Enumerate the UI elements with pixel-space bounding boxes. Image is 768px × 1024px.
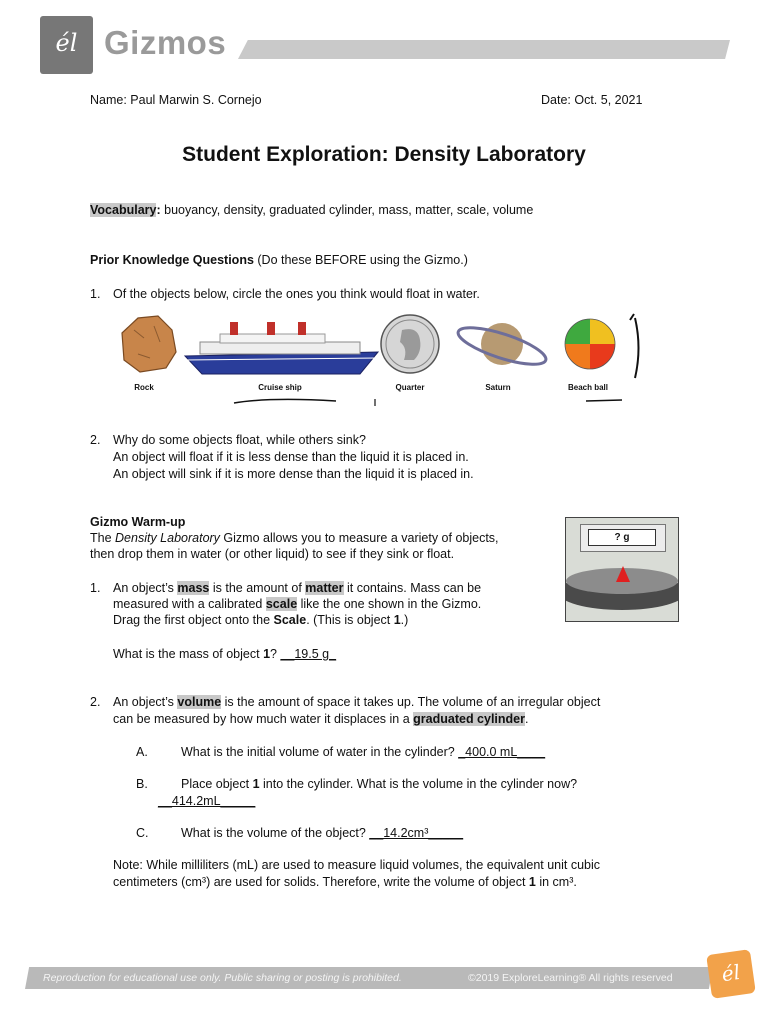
objects-illustration <box>110 308 650 408</box>
note2-one: 1 <box>528 875 536 889</box>
q2-l2-a: can be measured by how much water it displaces in a <box>113 712 414 726</box>
mass-answer: __19.5 g_ <box>280 647 337 661</box>
q2c-letter: C. <box>136 826 149 840</box>
caption-quarter: Quarter <box>395 383 425 392</box>
hand-circle-marks <box>230 395 650 409</box>
saturn-image <box>455 320 550 371</box>
caption-saturn: Saturn <box>485 383 511 392</box>
footer-logo-glyph: él <box>720 959 742 987</box>
q2-l1-a: An object’s <box>113 695 178 709</box>
footer-disclaimer: Reproduction for educational use only. Public sharing or posting is prohibited. <box>43 972 402 984</box>
q2-l2-b: . <box>525 712 529 726</box>
warmup-q2-line-1 <box>113 695 600 709</box>
note-line-2 <box>113 875 577 889</box>
note2-b: in cm³. <box>535 875 577 889</box>
vocabulary-list: buoyancy, density, graduated cylinder, mass, matter, scale, volume <box>160 203 534 217</box>
q2a-question: What is the initial volume of water in the cylinder? <box>181 745 459 759</box>
q2-l1-b: is the amount of space it takes up. The volume of an irregular object <box>221 695 601 709</box>
note-line-1: Note: While milliliters (mL) are used to measure liquid volumes, the equivalent unit cubic <box>113 858 601 872</box>
warmup-q2-num: 2. <box>90 695 101 709</box>
warmup-q1-ask <box>113 647 336 661</box>
q1-l1-c: it contains. Mass can be <box>343 581 482 595</box>
date: Date: Oct. 5, 2021 <box>541 93 643 107</box>
prior-heading-text: Prior Knowledge Questions <box>90 253 254 267</box>
object-volume-answer: __14.2cm³_____ <box>369 826 464 840</box>
header-bar <box>238 40 730 59</box>
prior-heading-note: (Do these BEFORE using the Gizmo.) <box>253 253 468 267</box>
scale-image <box>565 517 679 622</box>
hand-circle-mark <box>630 314 639 378</box>
explorelearning-logo-icon <box>706 949 756 999</box>
warmup-intro-1 <box>90 531 499 545</box>
brand-name: Gizmos <box>104 24 227 61</box>
term-matter: matter <box>305 581 344 595</box>
warmup-intro-2: then drop them in water (or other liquid) to see if they sink or float. <box>90 547 455 561</box>
q1-l1-a: An object’s <box>113 581 178 595</box>
student-name: Name: Paul Marwin S. Cornejo <box>90 93 262 107</box>
prior-q1-text: Of the objects below, circle the ones you think would float in water. <box>113 287 480 301</box>
prior-q2-text: Why do some objects float, while others sink? <box>113 433 366 447</box>
vocabulary-line <box>90 203 533 217</box>
logo-glyph: él <box>55 29 78 57</box>
quarter-image <box>381 315 439 373</box>
caption-rock: Rock <box>134 383 154 392</box>
warmup-q1-line-1 <box>113 581 481 595</box>
q1-scale-bold: Scale <box>273 613 307 627</box>
q1-object-one: 1 <box>393 613 401 627</box>
term-mass: mass <box>177 581 210 595</box>
warmup-q1-num: 1. <box>90 581 101 595</box>
prior-knowledge-heading <box>90 253 468 267</box>
q1-l2-a: measured with a calibrated <box>113 597 266 611</box>
q1-l2-b: like the one shown in the Gizmo. <box>297 597 482 611</box>
q1-ask-a: What is the mass of object <box>113 647 264 661</box>
q2b-line <box>181 777 577 791</box>
warmup-q1-line-3 <box>113 613 408 627</box>
caption-beach-ball: Beach ball <box>567 383 608 392</box>
q1-l3-a: Drag the first object onto the <box>113 613 274 627</box>
scale-display: ? g <box>588 529 656 546</box>
gizmos-logo-icon <box>40 16 93 74</box>
caption-cruise-ship: Cruise ship <box>258 383 302 392</box>
footer-copyright: ©2019 ExploreLearning® All rights reserved <box>468 972 673 984</box>
prior-q2-answer-1: An object will float if it is less dense than the liquid it is placed in. <box>113 450 469 464</box>
q2c-question: What is the volume of the object? <box>181 826 370 840</box>
object-1-cone <box>616 566 630 582</box>
term-graduated-cylinder: graduated cylinder <box>413 712 525 726</box>
final-volume-answer: __414.2mL_____ <box>158 794 256 808</box>
note2-a: centimeters (cm³) are used for solids. Therefore, write the volume of object <box>113 875 529 889</box>
intro-text-a: The <box>90 531 116 545</box>
rock-image <box>122 316 176 372</box>
q1-ask-one: 1 <box>263 647 271 661</box>
vocabulary-colon: : <box>156 203 161 217</box>
vocabulary-label: Vocabulary <box>90 203 157 217</box>
q1-ask-b: ? <box>270 647 281 661</box>
cruise-ship-image <box>185 322 378 374</box>
q2b-one: 1 <box>252 777 260 791</box>
page-title: Student Exploration: Density Laboratory <box>182 143 586 166</box>
warmup-q1-line-2 <box>113 597 481 611</box>
q2b-b: into the cylinder. What is the volume in the cylinder now? <box>259 777 578 791</box>
prior-q2-num: 2. <box>90 433 101 447</box>
q2c-line <box>181 826 463 840</box>
warmup-heading: Gizmo Warm-up <box>90 515 186 529</box>
prior-q1-num: 1. <box>90 287 101 301</box>
q2b-a: Place object <box>181 777 253 791</box>
intro-text-b: Gizmo allows you to measure a variety of objects, <box>219 531 499 545</box>
q2b-letter: B. <box>136 777 148 791</box>
q2a-letter: A. <box>136 745 148 759</box>
warmup-q2-line-2 <box>113 712 528 726</box>
q1-l3-c: .) <box>400 613 409 627</box>
q2a-line <box>181 745 545 759</box>
prior-q2-answer-2: An object will sink if it is more dense than the liquid it is placed in. <box>113 467 474 481</box>
q1-l1-b: is the amount of <box>209 581 306 595</box>
term-volume: volume <box>177 695 222 709</box>
term-scale: scale <box>265 597 298 611</box>
initial-volume-answer: _400.0 mL____ <box>458 745 546 759</box>
beach-ball-image <box>565 319 615 369</box>
intro-gizmo-name: Density Laboratory <box>115 531 220 545</box>
q1-l3-b: . (This is object <box>306 613 394 627</box>
